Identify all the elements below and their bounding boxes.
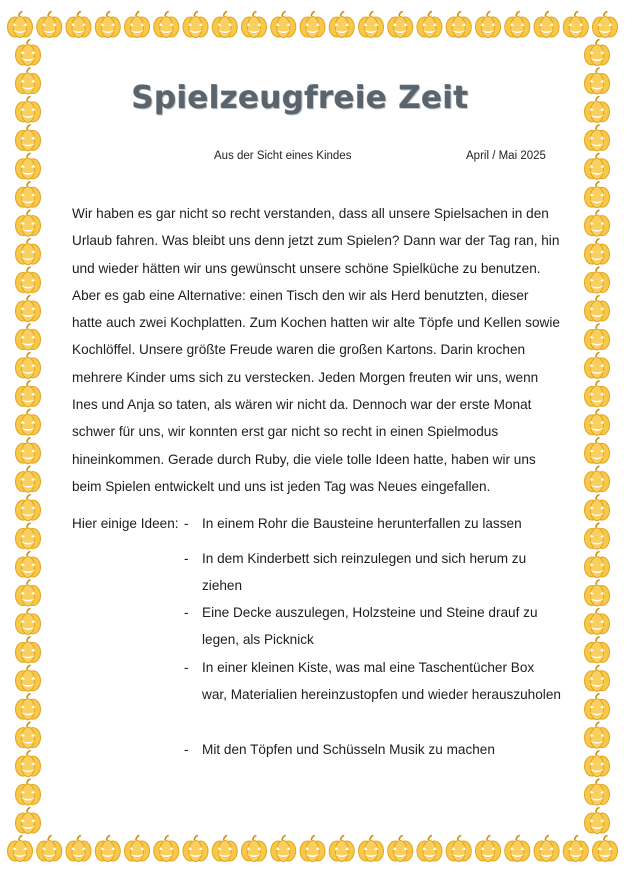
jack-o-lantern-icon: [585, 438, 610, 464]
jack-o-lantern-icon: [16, 580, 41, 606]
jack-o-lantern-icon: [585, 523, 610, 549]
bullet-dash: -: [184, 551, 189, 566]
jack-o-lantern-icon: [16, 182, 41, 208]
jack-o-lantern-icon: [593, 12, 618, 38]
jack-o-lantern-icon: [95, 12, 120, 38]
jack-o-lantern-icon: [16, 125, 41, 151]
jack-o-lantern-icon: [476, 12, 501, 38]
jack-o-lantern-icon: [16, 296, 41, 322]
jack-o-lantern-icon: [16, 153, 41, 179]
jack-o-lantern-icon: [154, 836, 179, 862]
jack-o-lantern-icon: [16, 409, 41, 435]
jack-o-lantern-icon: [359, 12, 384, 38]
jack-o-lantern-icon: [300, 12, 325, 38]
jack-o-lantern-icon: [16, 267, 41, 293]
jack-o-lantern-icon: [534, 12, 559, 38]
jack-o-lantern-icon: [585, 665, 610, 691]
ideas-label: Hier einige Ideen:: [72, 516, 179, 531]
jack-o-lantern-icon: [585, 580, 610, 606]
jack-o-lantern-icon: [585, 381, 610, 407]
jack-o-lantern-icon: [16, 665, 41, 691]
jack-o-lantern-icon: [271, 12, 296, 38]
bullet-dash: -: [184, 516, 189, 531]
jack-o-lantern-icon: [329, 836, 354, 862]
jack-o-lantern-icon: [585, 296, 610, 322]
jack-o-lantern-icon: [16, 523, 41, 549]
jack-o-lantern-icon: [329, 12, 354, 38]
jack-o-lantern-icon: [16, 239, 41, 265]
jack-o-lantern-icon: [585, 40, 610, 66]
jack-o-lantern-icon: [37, 836, 62, 862]
jack-o-lantern-icon: [66, 836, 91, 862]
jack-o-lantern-icon: [505, 12, 530, 38]
jack-o-lantern-icon: [585, 608, 610, 634]
jack-o-lantern-icon: [585, 751, 610, 777]
jack-o-lantern-icon: [16, 637, 41, 663]
jack-o-lantern-icon: [534, 836, 559, 862]
jack-o-lantern-icon: [212, 12, 237, 38]
jack-o-lantern-icon: [242, 12, 267, 38]
jack-o-lantern-icon: [585, 694, 610, 720]
jack-o-lantern-icon: [16, 779, 41, 805]
jack-o-lantern-icon: [16, 210, 41, 236]
page-title: Spielzeugfreie Zeit: [131, 80, 469, 116]
jack-o-lantern-icon: [16, 466, 41, 492]
jack-o-lantern-icon: [271, 836, 296, 862]
jack-o-lantern-icon: [212, 836, 237, 862]
list-item: Mit den Töpfen und Schüsseln Musik zu machen: [202, 742, 495, 757]
jack-o-lantern-icon: [16, 722, 41, 748]
jack-o-lantern-icon: [242, 836, 267, 862]
list-item: In einem Rohr die Bausteine herunterfallen zu lassen: [202, 516, 522, 531]
body-paragraph: [72, 200, 562, 500]
jack-o-lantern-icon: [37, 12, 62, 38]
jack-o-lantern-icon: [585, 125, 610, 151]
jack-o-lantern-icon: [585, 324, 610, 350]
jack-o-lantern-icon: [388, 836, 413, 862]
jack-o-lantern-icon: [16, 751, 41, 777]
jack-o-lantern-icon: [154, 12, 179, 38]
jack-o-lantern-icon: [125, 12, 150, 38]
jack-o-lantern-icon: [593, 836, 618, 862]
jack-o-lantern-icon: [563, 12, 588, 38]
list-item: In dem Kinderbett sich reinzulegen und sich herum zu ziehen: [202, 551, 527, 594]
bullet-dash: -: [184, 742, 189, 757]
jack-o-lantern-icon: [8, 12, 33, 38]
jack-o-lantern-icon: [8, 836, 33, 862]
jack-o-lantern-icon: [446, 12, 471, 38]
jack-o-lantern-icon: [95, 836, 120, 862]
jack-o-lantern-icon: [446, 836, 471, 862]
jack-o-lantern-icon: [16, 694, 41, 720]
jack-o-lantern-icon: [585, 409, 610, 435]
list-item: In einer kleinen Kiste, was mal eine Taschentücher Box war, Materialien hereinzustopfen und wieder herauszuholen: [202, 660, 561, 703]
jack-o-lantern-icon: [183, 836, 208, 862]
list-item: Eine Decke auszulegen, Holzsteine und Steine drauf zu legen, als Picknick: [202, 605, 538, 648]
subtitle-date: April / Mai 2025: [466, 150, 546, 162]
jack-o-lantern-icon: [585, 779, 610, 805]
jack-o-lantern-icon: [417, 12, 442, 38]
jack-o-lantern-icon: [183, 12, 208, 38]
jack-o-lantern-icon: [417, 836, 442, 862]
jack-o-lantern-icon: [585, 466, 610, 492]
jack-o-lantern-icon: [125, 836, 150, 862]
jack-o-lantern-icon: [585, 239, 610, 265]
body-paragraph-text: Wir haben es gar nicht so recht verstanden, dass all unsere Spielsachen in den Urlaub fahren. Was bleibt uns denn jetzt zum Spielen? Dann war der Tag ran, hin und wieder hätten wir uns gewünscht unsere schöne Spielküche zu benutzen. Aber es gab eine Alternative: einen Tisch den wir als Herd benutzten, dieser hatte auch zwei Kochplatten. Zum Kochen hatten wir alte Töpfe und Kellen sowie Kochlöffel. Unsere größte Freude waren die großen Kartons. Darin krochen mehrere Kinder ums sich zu verstecken. Jeden Morgen freuten wir uns, wenn Ines und Anja so taten, als wären wir nicht da. Dennoch war der erste Monat schwer für uns, wir konnten erst gar nicht so recht in einen Spielmodus hineinkommen. Gerade durch Ruby, die viele tolle Ideen hatte, haben wir uns beim Spielen entwickelt und uns ist jeden Tag was Neues eingefallen.: [72, 206, 560, 494]
jack-o-lantern-icon: [16, 352, 41, 378]
jack-o-lantern-icon: [585, 153, 610, 179]
jack-o-lantern-icon: [585, 210, 610, 236]
jack-o-lantern-icon: [585, 808, 610, 834]
jack-o-lantern-icon: [359, 836, 384, 862]
jack-o-lantern-icon: [585, 267, 610, 293]
jack-o-lantern-icon: [585, 182, 610, 208]
jack-o-lantern-icon: [16, 324, 41, 350]
jack-o-lantern-icon: [505, 836, 530, 862]
subtitle-perspective: Aus der Sicht eines Kindes: [214, 150, 352, 162]
bullet-dash: -: [184, 605, 189, 620]
jack-o-lantern-icon: [585, 495, 610, 521]
jack-o-lantern-icon: [300, 836, 325, 862]
jack-o-lantern-icon: [16, 438, 41, 464]
jack-o-lantern-icon: [16, 495, 41, 521]
jack-o-lantern-icon: [476, 836, 501, 862]
jack-o-lantern-icon: [16, 552, 41, 578]
jack-o-lantern-icon: [388, 12, 413, 38]
jack-o-lantern-icon: [16, 608, 41, 634]
jack-o-lantern-icon: [16, 808, 41, 834]
jack-o-lantern-icon: [16, 381, 41, 407]
jack-o-lantern-icon: [585, 552, 610, 578]
jack-o-lantern-icon: [585, 637, 610, 663]
bullet-dash: -: [184, 660, 189, 675]
jack-o-lantern-icon: [16, 40, 41, 66]
jack-o-lantern-icon: [585, 722, 610, 748]
jack-o-lantern-icon: [66, 12, 91, 38]
jack-o-lantern-icon: [563, 836, 588, 862]
jack-o-lantern-icon: [585, 352, 610, 378]
